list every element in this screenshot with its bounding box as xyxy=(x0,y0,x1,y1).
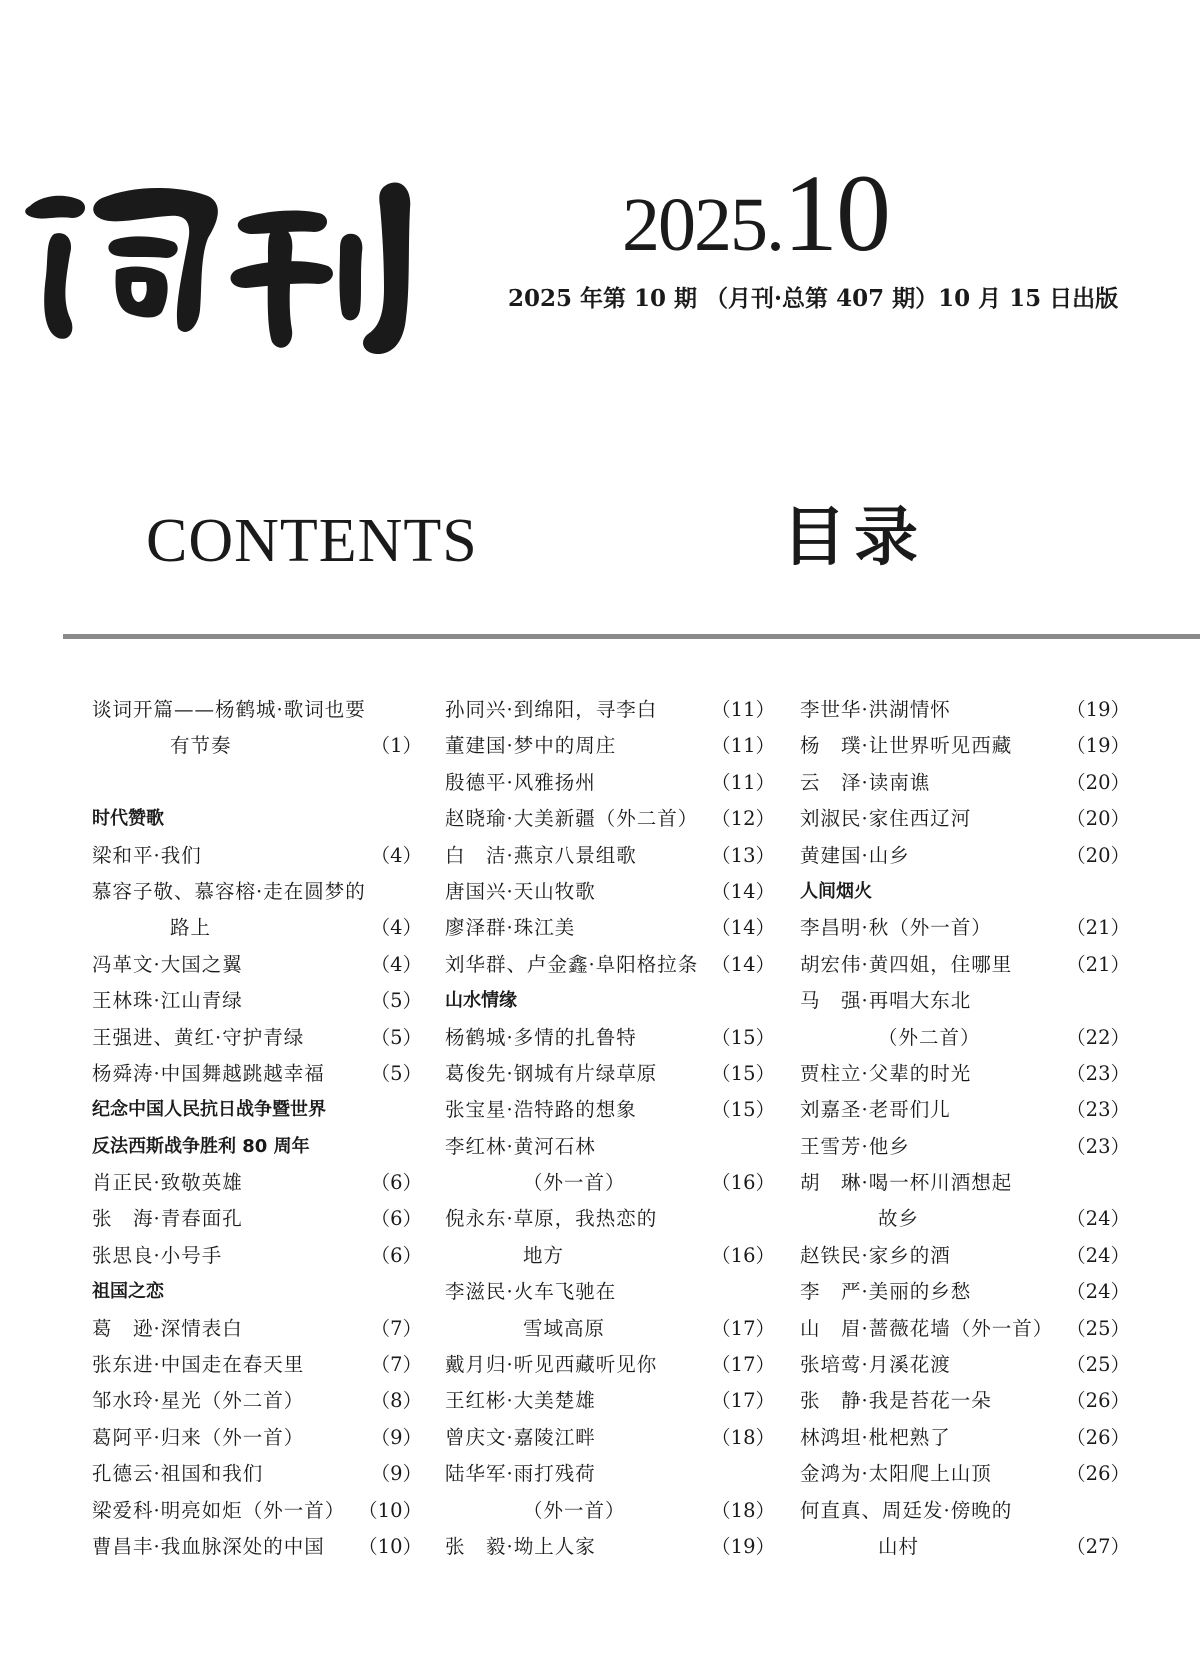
toc-entry-page: （17） xyxy=(711,1389,775,1413)
toc-entry-title: 胡宏伟·黄四姐，住哪里 xyxy=(800,952,1013,976)
toc-entry[interactable] xyxy=(800,1420,1130,1456)
toc-entry[interactable] xyxy=(445,1274,775,1310)
toc-entry[interactable] xyxy=(800,1129,1130,1165)
toc-entry-title: 林鸿坦·枇杷熟了 xyxy=(800,1425,951,1449)
toc-section-heading: 人间烟火 xyxy=(800,880,872,902)
journal-logo-calligraphy xyxy=(18,178,428,358)
toc-entry-page: （10） xyxy=(358,1534,422,1558)
toc-entry-page: （24） xyxy=(1066,1280,1130,1304)
toc-entry-title: 孙同兴·到绵阳，寻李白 xyxy=(445,698,658,721)
toc-entry-title: 刘嘉圣·老哥们儿 xyxy=(800,1098,951,1122)
toc-entry-page: （12） xyxy=(711,807,775,831)
toc-entry-page: （7） xyxy=(370,1316,422,1340)
toc-entry-page: （15） xyxy=(711,1098,775,1122)
toc-entry-page: （9） xyxy=(370,1462,422,1486)
toc-entry-title: 李滋民·火车飞驰在 xyxy=(445,1280,617,1304)
toc-entry-page: （7） xyxy=(370,1353,422,1377)
toc-entry-title: 赵铁民·家乡的酒 xyxy=(800,1243,951,1267)
toc-entry[interactable] xyxy=(92,983,422,1019)
toc-entry[interactable] xyxy=(92,1201,422,1237)
toc-entry-title: 董建国·梦中的周庄 xyxy=(445,734,617,758)
toc-entry-page: （16） xyxy=(711,1243,775,1267)
toc-entry-page: （23） xyxy=(1066,1134,1130,1158)
toc-entry[interactable] xyxy=(445,692,775,728)
toc-entry[interactable] xyxy=(92,874,422,910)
contents-title-zh: 目录 xyxy=(782,501,926,575)
toc-entry-title: 白 洁·燕京八景组歌 xyxy=(445,843,637,867)
toc-entry-page: （13） xyxy=(711,843,775,867)
toc-entry-title: 赵晓瑜·大美新疆（外二首） xyxy=(445,807,699,831)
issue-number: 10 xyxy=(783,152,889,274)
toc-entry-page: （27） xyxy=(1066,1534,1130,1558)
toc-entry-title: 王红彬·大美楚雄 xyxy=(445,1389,596,1413)
toc-entry[interactable] xyxy=(92,728,422,764)
toc-entry[interactable] xyxy=(800,1165,1130,1201)
toc-entry[interactable] xyxy=(445,1529,775,1565)
toc-entry-page: （4） xyxy=(370,916,422,940)
toc-entry-page: （25） xyxy=(1066,1316,1130,1340)
toc-entry-title: 张培莺·月溪花渡 xyxy=(800,1353,951,1377)
toc-entry-page: （20） xyxy=(1066,843,1130,867)
toc-entry[interactable] xyxy=(800,801,1130,837)
toc-entry-page: （5） xyxy=(370,1025,422,1049)
toc-entry-page: （19） xyxy=(711,1534,775,1558)
toc-entry-page: （24） xyxy=(1066,1243,1130,1267)
toc-entry-title: 谈词开篇——杨鹤城·歌词也要 xyxy=(92,698,366,721)
toc-entry-title: 王林珠·江山青绿 xyxy=(92,989,243,1013)
toc-entry-title: 张东进·中国走在春天里 xyxy=(92,1353,305,1377)
toc-entry-title: 故乡 xyxy=(878,1207,920,1231)
toc-entry-title: 慕容子敬、慕容榕·走在圆梦的 xyxy=(92,879,366,903)
toc-entry-page: （8） xyxy=(370,1389,422,1413)
toc-entry-page: （4） xyxy=(370,843,422,867)
toc-entry[interactable] xyxy=(800,1201,1130,1237)
toc-entry[interactable] xyxy=(800,1311,1130,1347)
toc-entry[interactable] xyxy=(92,1456,422,1492)
toc-entry[interactable] xyxy=(800,1274,1130,1310)
toc-entry-title: 陆华军·雨打残荷 xyxy=(445,1462,596,1486)
toc-entry[interactable] xyxy=(92,1493,422,1529)
toc-entry-title: 杨 璞·让世界听见西藏 xyxy=(800,734,1013,758)
toc-entry-title: （外一首） xyxy=(523,1498,626,1522)
toc-entry[interactable] xyxy=(445,910,775,946)
toc-entry[interactable] xyxy=(445,1456,775,1492)
toc-entry-title: 肖正民·致敬英雄 xyxy=(92,1171,243,1195)
toc-entry[interactable] xyxy=(800,910,1130,946)
toc-entry-page: （9） xyxy=(370,1425,422,1449)
toc-entry[interactable] xyxy=(92,1529,422,1565)
toc-entry[interactable] xyxy=(92,910,422,946)
toc-entry-title: 地方 xyxy=(523,1243,565,1267)
toc-section-heading: 祖国之恋 xyxy=(92,1281,164,1303)
toc-entry[interactable] xyxy=(445,1129,775,1165)
toc-entry-page: （24） xyxy=(1066,1207,1130,1231)
toc-entry-title: 黄建国·山乡 xyxy=(800,843,910,867)
toc-section-heading: 纪念中国人民抗日战争暨世界 xyxy=(92,1099,326,1121)
toc-entry[interactable] xyxy=(445,765,775,801)
toc-entry-page: （21） xyxy=(1066,916,1130,940)
toc-entry[interactable] xyxy=(445,1201,775,1237)
toc-entry-title: 张宝星·浩特路的想象 xyxy=(445,1098,637,1122)
toc-entry[interactable] xyxy=(445,1383,775,1419)
toc-entry[interactable] xyxy=(92,838,422,874)
toc-entry-page: （20） xyxy=(1066,770,1130,794)
toc-entry[interactable] xyxy=(445,1347,775,1383)
issue-year: 2025. xyxy=(622,183,783,267)
toc-entry[interactable] xyxy=(445,1420,775,1456)
toc-entry-page: （14） xyxy=(711,879,775,903)
toc-entry-title: 贾柱立·父辈的时光 xyxy=(800,1061,972,1085)
toc-entry-page: （1） xyxy=(370,734,422,758)
toc-entry[interactable] xyxy=(92,1347,422,1383)
toc-entry[interactable] xyxy=(800,1238,1130,1274)
toc-entry[interactable] xyxy=(92,1020,422,1056)
toc-entry-page: （23） xyxy=(1066,1061,1130,1085)
toc-entry-page: （4） xyxy=(370,952,422,976)
toc-entry-title: （外二首） xyxy=(878,1025,981,1049)
toc-entry-title: 曹昌丰·我血脉深处的中国 xyxy=(92,1534,325,1558)
toc-entry[interactable] xyxy=(800,728,1130,764)
toc-entry-page: （5） xyxy=(370,989,422,1013)
toc-entry-title: 曾庆文·嘉陵江畔 xyxy=(445,1425,596,1449)
toc-entry-page: （21） xyxy=(1066,952,1130,976)
toc-entry-title: 梁和平·我们 xyxy=(92,843,202,867)
toc-entry-title: 李 严·美丽的乡愁 xyxy=(800,1280,972,1304)
issue-year-number xyxy=(622,152,889,274)
toc-entry[interactable] xyxy=(92,1238,422,1274)
toc-entry[interactable] xyxy=(92,1383,422,1419)
toc-entry-title: 梁爱科·明亮如炬（外一首） xyxy=(92,1498,346,1522)
toc-entry[interactable] xyxy=(800,765,1130,801)
toc-entry-title: 葛俊先·钢城有片绿草原 xyxy=(445,1061,658,1085)
toc-entry[interactable] xyxy=(445,838,775,874)
toc-entry-title: （外一首） xyxy=(523,1171,626,1195)
toc-section-heading: 时代赞歌 xyxy=(92,808,164,830)
toc-entry-page: （15） xyxy=(711,1025,775,1049)
toc-entry-title: 王雪芳·他乡 xyxy=(800,1134,910,1158)
toc-entry-page: （23） xyxy=(1066,1098,1130,1122)
toc-entry[interactable] xyxy=(92,692,422,728)
toc-entry-title: 有节奏 xyxy=(170,734,232,758)
toc-entry[interactable] xyxy=(92,947,422,983)
divider-rule xyxy=(63,634,1200,639)
toc-entry[interactable] xyxy=(445,1238,775,1274)
toc-entry-title: 刘淑民·家住西辽河 xyxy=(800,807,972,831)
toc-entry[interactable] xyxy=(800,692,1130,728)
toc-entry-page: （11） xyxy=(711,734,775,758)
toc-entry-page: （14） xyxy=(711,952,775,976)
toc-entry[interactable] xyxy=(445,874,775,910)
toc-section-heading: 山水情缘 xyxy=(445,990,517,1012)
toc-entry-title: 金鸿为·太阳爬上山顶 xyxy=(800,1462,992,1486)
toc-entry[interactable] xyxy=(445,801,775,837)
toc-entry-page: （26） xyxy=(1066,1389,1130,1413)
toc-entry[interactable] xyxy=(445,1311,775,1347)
toc-entry[interactable] xyxy=(92,1420,422,1456)
toc-entry-page: （6） xyxy=(370,1171,422,1195)
toc-entry-page: （26） xyxy=(1066,1425,1130,1449)
toc-entry[interactable] xyxy=(445,728,775,764)
toc-entry-page: （10） xyxy=(358,1498,422,1522)
toc-entry-title: 李世华·洪湖情怀 xyxy=(800,698,951,721)
toc-entry[interactable] xyxy=(445,947,775,983)
toc-section-heading: 反法西斯战争胜利 80 周年 xyxy=(92,1135,310,1157)
toc-entry-page: （19） xyxy=(1066,698,1130,721)
toc-entry[interactable] xyxy=(92,1165,422,1201)
toc-entry-title: 孔德云·祖国和我们 xyxy=(92,1462,264,1486)
toc-entry-title: 云 泽·读南谯 xyxy=(800,770,931,794)
issue-info: 2025 年第 10 期 （月刊·总第 407 期）10 月 15 日出版 xyxy=(508,285,1119,312)
toc-entry-page: （16） xyxy=(711,1171,775,1195)
toc-entry-title: 雪域高原 xyxy=(523,1316,606,1340)
toc-entry-title: 倪永东·草原，我热恋的 xyxy=(445,1207,658,1231)
toc-entry-page: （22） xyxy=(1066,1025,1130,1049)
toc-entry-page: （6） xyxy=(370,1243,422,1267)
toc-entry[interactable] xyxy=(445,1165,775,1201)
toc-entry[interactable] xyxy=(800,1056,1130,1092)
toc-entry-page: （17） xyxy=(711,1316,775,1340)
toc-entry-title: 李昌明·秋（外一首） xyxy=(800,916,992,940)
toc-entry-title: 山村 xyxy=(878,1534,920,1558)
toc-entry-page: （18） xyxy=(711,1498,775,1522)
toc-entry-page: （26） xyxy=(1066,1462,1130,1486)
toc-entry[interactable] xyxy=(92,1311,422,1347)
toc-entry[interactable] xyxy=(92,1056,422,1092)
toc-entry[interactable] xyxy=(800,838,1130,874)
toc-entry[interactable] xyxy=(800,1347,1130,1383)
toc-entry-title: 葛阿平·归来（外一首） xyxy=(92,1425,305,1449)
toc-entry[interactable] xyxy=(445,1493,775,1529)
toc-entry-title: 张 静·我是苔花一朵 xyxy=(800,1389,992,1413)
toc-entry[interactable] xyxy=(800,1529,1130,1565)
toc-entry-page: （6） xyxy=(370,1207,422,1231)
toc-entry[interactable] xyxy=(800,1092,1130,1128)
toc-entry-title: 杨舜涛·中国舞越跳越幸福 xyxy=(92,1061,325,1085)
journal-logo xyxy=(18,178,428,358)
toc-entry-title: 张 毅·坳上人家 xyxy=(445,1534,596,1558)
toc-entry-page: （11） xyxy=(711,770,775,794)
toc-entry-title: 唐国兴·天山牧歌 xyxy=(445,879,596,903)
toc-entry[interactable] xyxy=(800,947,1130,983)
toc-entry-title: 殷德平·风雅扬州 xyxy=(445,770,596,794)
toc-column-1 xyxy=(92,692,422,1565)
toc-entry-page: （19） xyxy=(1066,734,1130,758)
toc-entry-title: 邹水玲·星光（外二首） xyxy=(92,1389,305,1413)
toc-entry-title: 廖泽群·珠江美 xyxy=(445,916,576,940)
toc-entry[interactable] xyxy=(800,1020,1130,1056)
toc-entry-page: （5） xyxy=(370,1061,422,1085)
toc-entry-title: 王强进、黄红·守护青绿 xyxy=(92,1025,305,1049)
toc-entry-title: 冯革文·大国之翼 xyxy=(92,952,243,976)
toc-entry-title: 马 强·再唱大东北 xyxy=(800,989,972,1013)
toc-entry-title: 戴月归·听见西藏听见你 xyxy=(445,1353,658,1377)
toc-entry[interactable] xyxy=(445,1056,775,1092)
toc-entry[interactable] xyxy=(445,1020,775,1056)
toc-entry[interactable] xyxy=(800,1493,1130,1529)
toc-entry-title: 杨鹤城·多情的扎鲁特 xyxy=(445,1025,637,1049)
toc-entry[interactable] xyxy=(800,1456,1130,1492)
toc-entry-title: 胡 琳·喝一杯川酒想起 xyxy=(800,1171,1013,1195)
toc-entry-title: 何直真、周廷发·傍晚的 xyxy=(800,1498,1013,1522)
toc-entry-page: （25） xyxy=(1066,1353,1130,1377)
toc-entry[interactable] xyxy=(800,983,1130,1019)
toc-entry[interactable] xyxy=(800,1383,1130,1419)
toc-entry-title: 李红林·黄河石林 xyxy=(445,1134,596,1158)
toc-entry-title: 张思良·小号手 xyxy=(92,1243,223,1267)
toc-entry-page: （20） xyxy=(1066,807,1130,831)
toc-entry-page: （14） xyxy=(711,916,775,940)
toc-entry[interactable] xyxy=(445,1092,775,1128)
toc-entry-title: 张 海·青春面孔 xyxy=(92,1207,243,1231)
contents-title-en: CONTENTS xyxy=(146,507,478,575)
toc-column-3 xyxy=(800,692,1130,1565)
toc-spacer xyxy=(92,765,422,801)
toc-entry-page: （11） xyxy=(711,698,775,721)
toc-entry-page: （18） xyxy=(711,1425,775,1449)
toc-entry-title: 葛 逊·深情表白 xyxy=(92,1316,243,1340)
toc-entry-title: 刘华群、卢金鑫·阜阳格拉条 xyxy=(445,952,699,976)
toc-entry-title: 山 眉·蔷薇花墙（外一首） xyxy=(800,1316,1054,1340)
toc-entry-page: （15） xyxy=(711,1061,775,1085)
toc-column-2 xyxy=(445,692,775,1565)
toc-entry-page: （17） xyxy=(711,1353,775,1377)
toc-entry-title: 路上 xyxy=(170,916,212,940)
